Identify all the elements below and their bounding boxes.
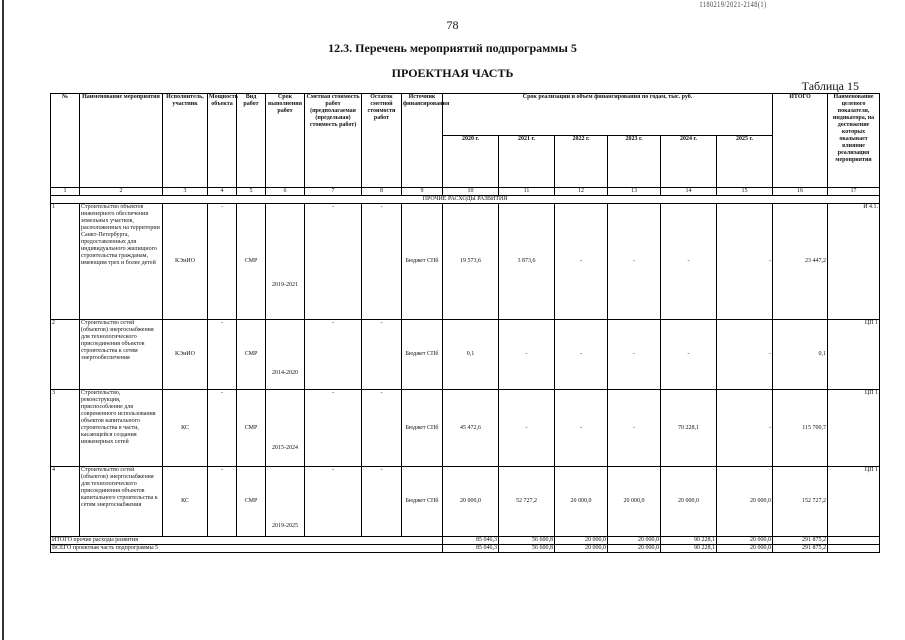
row-year-value: -	[717, 390, 773, 467]
row-est-cost: -	[305, 204, 362, 320]
document-reference: 1180219/2021-2148(1)	[699, 0, 767, 9]
row-total: 115 700,7	[773, 390, 828, 467]
row-year-value: -	[661, 204, 717, 320]
row-year-value: 0,1	[443, 320, 499, 390]
col-header-executor: Исполнитель, участник	[163, 94, 208, 188]
row-year-value: -	[608, 320, 661, 390]
row-capacity: -	[208, 390, 237, 467]
col-header-no: №	[51, 94, 80, 188]
row-year-value: -	[608, 390, 661, 467]
column-numbers-row	[51, 188, 880, 196]
col-header-remaining: Остаток сметной стоимости работ	[362, 94, 402, 188]
row-year-value: -	[555, 320, 608, 390]
grand-totals-year-value: 85 046,3	[443, 545, 499, 553]
row-year-value: -	[555, 390, 608, 467]
col-header-capacity: Мощность объекта	[208, 94, 237, 188]
row-work-type: СМР	[237, 320, 266, 390]
grand-totals-year-value: 20 000,0	[555, 545, 608, 553]
row-est-cost: -	[305, 320, 362, 390]
row-est-cost: -	[305, 390, 362, 467]
col-number: 4	[208, 188, 237, 196]
measures-table	[50, 93, 880, 553]
row-year-value: 20 000,0	[608, 467, 661, 537]
col-header-period: Срок выполнения работ	[266, 94, 305, 188]
table-row	[51, 320, 880, 390]
col-number: 16	[773, 188, 828, 196]
grand-totals-year-value: 20 000,0	[608, 545, 661, 553]
grand-totals-indicator-empty	[828, 545, 880, 553]
row-work-type: СМР	[237, 204, 266, 320]
col-header-total: ИТОГО	[773, 94, 828, 188]
row-total: 0,1	[773, 320, 828, 390]
col-number: 15	[717, 188, 773, 196]
grand-totals-total: 291 875,2	[773, 545, 828, 553]
row-total: 152 727,2	[773, 467, 828, 537]
section-subtitle: ПРОЕКТНАЯ ЧАСТЬ	[391, 66, 514, 80]
table-number: Таблица 15	[801, 79, 859, 93]
page-binding-edge	[2, 0, 4, 640]
row-executor: КЭиИО	[163, 320, 208, 390]
row-year-value: 20 000,0	[443, 467, 499, 537]
col-number: 17	[828, 188, 880, 196]
row-period: 2019-2025	[266, 467, 305, 537]
row-name: Строительство сетей (объектов) энергоснабжения для технологического присоединения объектов строительства к сетям энергообеспечения	[80, 320, 163, 390]
col-number: 10	[443, 188, 499, 196]
row-work-type: СМР	[237, 390, 266, 467]
row-period: 2014-2020	[266, 320, 305, 390]
row-year-value: -	[717, 204, 773, 320]
row-year-value: -	[555, 204, 608, 320]
row-year-value: 70 228,1	[661, 390, 717, 467]
col-header-source: Источник финансирования	[402, 94, 443, 188]
row-year-value: 19 573,6	[443, 204, 499, 320]
table-row	[51, 390, 880, 467]
col-number: 12	[555, 188, 608, 196]
row-indicator: ЦП 1	[828, 467, 880, 537]
table-row	[51, 204, 880, 320]
col-number: 2	[80, 188, 163, 196]
col-number: 14	[661, 188, 717, 196]
col-header-name: Наименование мероприятия	[80, 94, 163, 188]
col-number: 6	[266, 188, 305, 196]
row-year-value: -	[499, 320, 555, 390]
section-label: ПРОЧИЕ РАСХОДЫ РАЗВИТИЯ	[51, 196, 880, 204]
totals-indicator-empty	[828, 537, 880, 545]
totals-row	[51, 537, 880, 545]
row-year-value: -	[608, 204, 661, 320]
row-executor: КС	[163, 390, 208, 467]
row-year-value: 45 472,6	[443, 390, 499, 467]
row-remaining: -	[362, 320, 402, 390]
col-header-year: 2022 г.	[555, 136, 608, 188]
row-no: 3	[51, 390, 80, 467]
row-no: 2	[51, 320, 80, 390]
row-name: Строительство сетей (объектов) энергоснабжения для технологического присоединения объектов капитального строительства к сетям энергоснабжения	[80, 467, 163, 537]
col-header-year: 2025 г.	[717, 136, 773, 188]
totals-year-value: 90 228,1	[661, 537, 717, 545]
col-number: 3	[163, 188, 208, 196]
col-header-funding-group: Срок реализации и объем финансирования по годам, тыс. руб.	[443, 94, 773, 136]
col-header-year: 2024 г.	[661, 136, 717, 188]
grand-totals-year-value: 20 000,0	[717, 545, 773, 553]
row-indicator: ЦП 1	[828, 390, 880, 467]
row-indicator: ЦП 1	[828, 320, 880, 390]
totals-year-value: 20 000,0	[717, 537, 773, 545]
grand-totals-label: ВСЕГО проектная часть подпрограммы 5	[51, 545, 443, 553]
col-header-year: 2021 г.	[499, 136, 555, 188]
row-capacity: -	[208, 320, 237, 390]
col-header-est-cost: Сметная стоимость работ (предполагаемая (предельная) стоимость работ)	[305, 94, 362, 188]
row-no: 1	[51, 204, 80, 320]
totals-year-value: 56 600,8	[499, 537, 555, 545]
row-year-value: -	[717, 320, 773, 390]
row-source: Бюджет СПб	[402, 204, 443, 320]
row-period: 2019-2021	[266, 204, 305, 320]
grand-totals-year-value: 90 228,1	[661, 545, 717, 553]
col-number: 7	[305, 188, 362, 196]
table-row	[51, 467, 880, 537]
col-header-indicator: Наименование целевого показателя, индикатора, на достижение которых оказывает влияние реализация мероприятия	[828, 94, 880, 188]
row-source: Бюджет СПб	[402, 320, 443, 390]
row-no: 4	[51, 467, 80, 537]
row-capacity: -	[208, 204, 237, 320]
section-title: 12.3. Перечень мероприятий подпрограммы 5	[328, 41, 577, 55]
row-period: 2015-2024	[266, 390, 305, 467]
row-year-value: -	[499, 390, 555, 467]
row-year-value: 3 873,6	[499, 204, 555, 320]
totals-label: ИТОГО прочие расходы развития	[51, 537, 443, 545]
col-header-year: 2023 г.	[608, 136, 661, 188]
page-number: 78	[446, 18, 459, 32]
grand-totals-year-value: 56 600,8	[499, 545, 555, 553]
col-number: 8	[362, 188, 402, 196]
row-year-value: 20 000,0	[717, 467, 773, 537]
col-header-work-type: Вид работ	[237, 94, 266, 188]
totals-year-value: 20 000,0	[555, 537, 608, 545]
row-total: 23 447,2	[773, 204, 828, 320]
row-year-value: 20 000,0	[661, 467, 717, 537]
col-header-year: 2020 г.	[443, 136, 499, 188]
row-executor: КС	[163, 467, 208, 537]
grand-totals-row	[51, 545, 880, 553]
totals-total: 291 875,2	[773, 537, 828, 545]
row-year-value: 52 727,2	[499, 467, 555, 537]
row-remaining: -	[362, 390, 402, 467]
row-source: Бюджет СПб	[402, 467, 443, 537]
row-indicator: И 4.1.	[828, 204, 880, 320]
row-name: Строительство объектов инженерного обеспечения земельных участков, расположенных на территории Санкт-Петербурга, предоставленных для индивидуального жилищного строительства гражданам, имеющим трех и более детей	[80, 204, 163, 320]
row-year-value: 20 000,0	[555, 467, 608, 537]
row-remaining: -	[362, 204, 402, 320]
row-year-value: -	[661, 320, 717, 390]
col-number: 5	[237, 188, 266, 196]
row-remaining: -	[362, 467, 402, 537]
row-name: Строительство, реконструкция, приспособление для современного использования объектов капитального строительства в части, касающейся создания инженерных сетей	[80, 390, 163, 467]
col-number: 9	[402, 188, 443, 196]
row-capacity: -	[208, 467, 237, 537]
totals-year-value: 85 046,3	[443, 537, 499, 545]
row-executor: КЭиИО	[163, 204, 208, 320]
section-row	[51, 196, 880, 204]
row-est-cost: -	[305, 467, 362, 537]
col-number: 1	[51, 188, 80, 196]
col-number: 13	[608, 188, 661, 196]
row-source: Бюджет СПб	[402, 390, 443, 467]
col-number: 11	[499, 188, 555, 196]
row-work-type: СМР	[237, 467, 266, 537]
totals-year-value: 20 000,0	[608, 537, 661, 545]
